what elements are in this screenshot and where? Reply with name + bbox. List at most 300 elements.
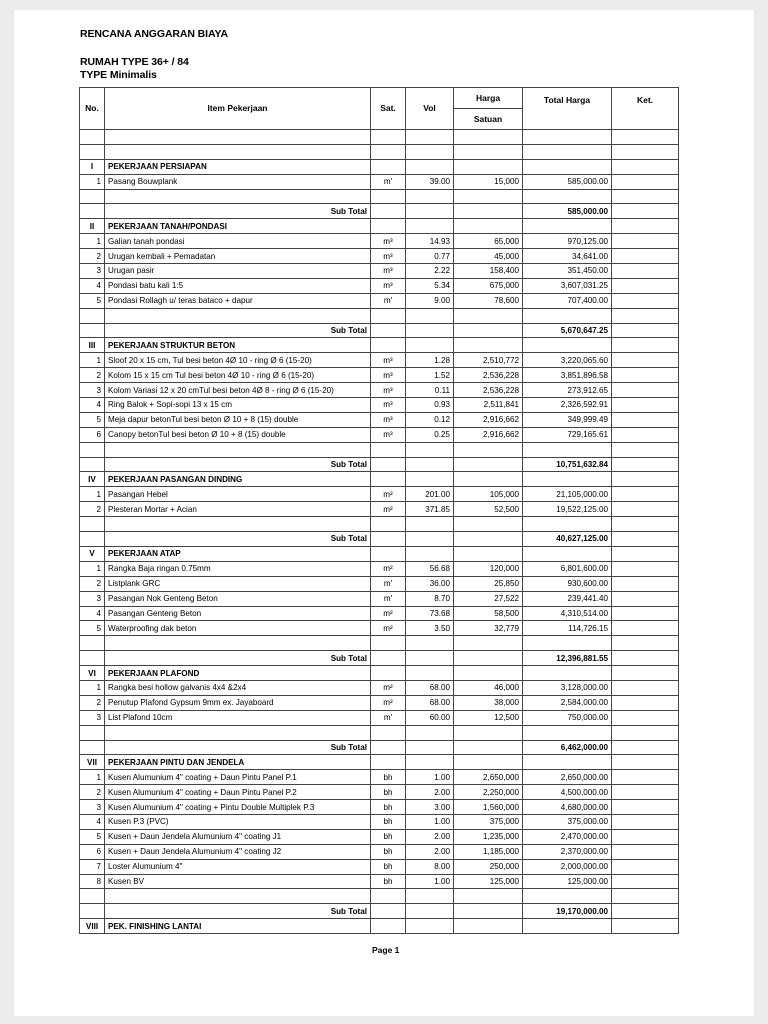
table-row: [80, 874, 679, 889]
item-volume: 8.70: [406, 591, 454, 606]
item-number: 3: [80, 800, 105, 815]
item-description: Meja dapur betonTul besi beton Ø 10 + 8 (15) double: [105, 412, 371, 427]
item-total-price: 930,600.00: [523, 576, 612, 591]
subtotal-value: 5,670,647.25: [523, 323, 612, 338]
item-unit-price: 125,000: [454, 874, 523, 889]
section-title: PEKERJAAN TANAH/PONDASI: [105, 219, 371, 234]
section-row: [80, 159, 679, 174]
item-volume: 0.12: [406, 412, 454, 427]
item-note: [612, 398, 679, 413]
item-volume: 371.85: [406, 502, 454, 517]
item-number: 2: [80, 368, 105, 383]
item-volume: 36.00: [406, 576, 454, 591]
empty-cell: [523, 666, 612, 681]
item-note: [612, 264, 679, 279]
item-volume: 60.00: [406, 710, 454, 725]
empty-cell: [80, 651, 105, 666]
empty-cell: [371, 219, 406, 234]
table-row: [80, 383, 679, 398]
section-number: V: [80, 546, 105, 561]
empty-cell: [612, 130, 679, 145]
item-total-price: 3,607,031.25: [523, 278, 612, 293]
empty-cell: [612, 442, 679, 457]
section-title: PEKERJAAN PASANGAN DINDING: [105, 472, 371, 487]
subtotal-label: Sub Total: [105, 904, 371, 919]
empty-cell: [371, 189, 406, 204]
item-description: Kusen Alumunium 4" coating + Pintu Double Multiplek P.3: [105, 800, 371, 815]
item-volume: 68.00: [406, 695, 454, 710]
item-unit: m²: [371, 680, 406, 695]
subtotal-row: [80, 740, 679, 755]
subtotal-label: Sub Total: [105, 740, 371, 755]
item-number: 1: [80, 561, 105, 576]
empty-cell: [454, 457, 523, 472]
empty-cell: [80, 740, 105, 755]
item-total-price: 729,165.61: [523, 427, 612, 442]
empty-cell: [371, 159, 406, 174]
blank-row: [80, 144, 679, 159]
table-row: [80, 398, 679, 413]
item-total-price: 273,912.65: [523, 383, 612, 398]
empty-cell: [612, 666, 679, 681]
empty-cell: [406, 517, 454, 532]
item-unit: m³: [371, 427, 406, 442]
item-note: [612, 249, 679, 264]
item-note: [612, 591, 679, 606]
item-volume: 3.00: [406, 800, 454, 815]
item-description: Kusen + Daun Jendela Alumunium 4" coating J2: [105, 844, 371, 859]
item-unit-price: 1,560,000: [454, 800, 523, 815]
item-number: 5: [80, 621, 105, 636]
empty-cell: [371, 919, 406, 934]
item-unit: bh: [371, 800, 406, 815]
item-note: [612, 427, 679, 442]
empty-cell: [523, 725, 612, 740]
empty-cell: [406, 889, 454, 904]
empty-cell: [454, 666, 523, 681]
subtotal-row: [80, 532, 679, 547]
empty-cell: [105, 725, 371, 740]
item-volume: 0.11: [406, 383, 454, 398]
section-row: [80, 919, 679, 934]
item-note: [612, 695, 679, 710]
empty-cell: [612, 204, 679, 219]
section-number: VIII: [80, 919, 105, 934]
item-unit-price: 675,000: [454, 278, 523, 293]
empty-cell: [612, 919, 679, 934]
empty-cell: [523, 130, 612, 145]
item-volume: 0.25: [406, 427, 454, 442]
header-vol: Vol: [406, 88, 454, 130]
item-note: [612, 859, 679, 874]
subtotal-label: Sub Total: [105, 323, 371, 338]
item-note: [612, 561, 679, 576]
item-total-price: 2,584,000.00: [523, 695, 612, 710]
item-volume: 73.68: [406, 606, 454, 621]
item-note: [612, 621, 679, 636]
section-row: [80, 472, 679, 487]
item-volume: 56.68: [406, 561, 454, 576]
item-unit: m²: [371, 621, 406, 636]
empty-cell: [454, 889, 523, 904]
item-unit: m': [371, 576, 406, 591]
item-unit-price: 375,000: [454, 814, 523, 829]
empty-cell: [454, 651, 523, 666]
empty-cell: [80, 636, 105, 651]
section-row: [80, 666, 679, 681]
item-total-price: 2,650,000.00: [523, 770, 612, 785]
item-unit-price: 15,000: [454, 174, 523, 189]
section-number: II: [80, 219, 105, 234]
item-volume: 1.52: [406, 368, 454, 383]
empty-cell: [80, 517, 105, 532]
subtotal-label: Sub Total: [105, 204, 371, 219]
item-unit-price: 2,536,228: [454, 383, 523, 398]
item-number: 4: [80, 814, 105, 829]
empty-cell: [80, 144, 105, 159]
item-volume: 39.00: [406, 174, 454, 189]
blank-row: [80, 725, 679, 740]
item-unit: m²: [371, 695, 406, 710]
subtotal-label: Sub Total: [105, 532, 371, 547]
empty-cell: [371, 636, 406, 651]
empty-cell: [523, 442, 612, 457]
item-number: 2: [80, 576, 105, 591]
item-unit-price: 27,522: [454, 591, 523, 606]
item-unit: m³: [371, 264, 406, 279]
empty-cell: [612, 740, 679, 755]
item-note: [612, 844, 679, 859]
item-description: Pondasi Rollagh u/ teras bataco + dapur: [105, 293, 371, 308]
budget-table: [79, 87, 679, 934]
empty-cell: [523, 636, 612, 651]
table-body: [80, 130, 679, 934]
item-unit-price: 25,850: [454, 576, 523, 591]
item-unit-price: 1,185,000: [454, 844, 523, 859]
item-description: Canopy betonTul besi beton Ø 10 + 8 (15) double: [105, 427, 371, 442]
item-volume: 1.00: [406, 874, 454, 889]
item-unit-price: 46,000: [454, 680, 523, 695]
item-unit: m³: [371, 398, 406, 413]
blank-row: [80, 636, 679, 651]
item-unit: m²: [371, 561, 406, 576]
empty-cell: [406, 323, 454, 338]
empty-cell: [523, 159, 612, 174]
item-note: [612, 785, 679, 800]
empty-cell: [454, 755, 523, 770]
item-unit-price: 32,779: [454, 621, 523, 636]
section-number: VII: [80, 755, 105, 770]
item-number: 1: [80, 234, 105, 249]
item-total-price: 3,851,896.58: [523, 368, 612, 383]
empty-cell: [406, 904, 454, 919]
item-total-price: 585,000.00: [523, 174, 612, 189]
empty-cell: [523, 919, 612, 934]
empty-cell: [105, 144, 371, 159]
item-number: 2: [80, 695, 105, 710]
empty-cell: [612, 517, 679, 532]
item-unit-price: 58,500: [454, 606, 523, 621]
empty-cell: [523, 308, 612, 323]
empty-cell: [105, 130, 371, 145]
item-unit: m³: [371, 249, 406, 264]
table-row: [80, 487, 679, 502]
document-subtitle-type: RUMAH TYPE 36+ / 84: [80, 56, 189, 68]
empty-cell: [612, 904, 679, 919]
item-unit-price: 120,000: [454, 561, 523, 576]
item-number: 7: [80, 859, 105, 874]
item-total-price: 750,000.00: [523, 710, 612, 725]
empty-cell: [80, 442, 105, 457]
item-note: [612, 174, 679, 189]
item-total-price: 2,326,592.91: [523, 398, 612, 413]
empty-cell: [454, 130, 523, 145]
empty-cell: [371, 666, 406, 681]
item-number: 8: [80, 874, 105, 889]
item-total-price: 4,310,514.00: [523, 606, 612, 621]
empty-cell: [406, 472, 454, 487]
table-row: [80, 412, 679, 427]
item-unit: m': [371, 710, 406, 725]
empty-cell: [454, 740, 523, 755]
empty-cell: [523, 517, 612, 532]
empty-cell: [371, 755, 406, 770]
item-note: [612, 383, 679, 398]
item-description: Waterproofing dak beton: [105, 621, 371, 636]
item-note: [612, 576, 679, 591]
item-note: [612, 874, 679, 889]
item-note: [612, 368, 679, 383]
empty-cell: [80, 904, 105, 919]
item-number: 5: [80, 412, 105, 427]
item-total-price: 2,000,000.00: [523, 859, 612, 874]
table-row: [80, 695, 679, 710]
empty-cell: [406, 204, 454, 219]
item-description: Kusen + Daun Jendela Alumunium 4" coating J1: [105, 829, 371, 844]
section-title: PEKERJAAN ATAP: [105, 546, 371, 561]
empty-cell: [371, 338, 406, 353]
item-total-price: 6,801,600.00: [523, 561, 612, 576]
empty-cell: [371, 204, 406, 219]
empty-cell: [406, 666, 454, 681]
empty-cell: [612, 189, 679, 204]
blank-row: [80, 442, 679, 457]
item-volume: 2.22: [406, 264, 454, 279]
section-row: [80, 338, 679, 353]
empty-cell: [406, 546, 454, 561]
item-volume: 68.00: [406, 680, 454, 695]
item-number: 6: [80, 427, 105, 442]
empty-cell: [406, 144, 454, 159]
item-volume: 2.00: [406, 785, 454, 800]
table-row: [80, 829, 679, 844]
item-description: Pasangan Hebel: [105, 487, 371, 502]
item-volume: 8.00: [406, 859, 454, 874]
empty-cell: [105, 636, 371, 651]
item-total-price: 970,125.00: [523, 234, 612, 249]
table-row: [80, 576, 679, 591]
blank-row: [80, 130, 679, 145]
empty-cell: [371, 532, 406, 547]
item-unit: bh: [371, 844, 406, 859]
table-row: [80, 844, 679, 859]
empty-cell: [371, 308, 406, 323]
empty-cell: [371, 740, 406, 755]
empty-cell: [523, 189, 612, 204]
empty-cell: [612, 308, 679, 323]
item-number: 1: [80, 353, 105, 368]
item-number: 4: [80, 398, 105, 413]
empty-cell: [406, 308, 454, 323]
empty-cell: [105, 517, 371, 532]
empty-cell: [80, 323, 105, 338]
empty-cell: [454, 204, 523, 219]
item-description: Urugan kembali + Pemadatan: [105, 249, 371, 264]
item-description: List Plafond 10cm: [105, 710, 371, 725]
table-row: [80, 368, 679, 383]
empty-cell: [105, 442, 371, 457]
item-total-price: 21,105,000.00: [523, 487, 612, 502]
section-number: III: [80, 338, 105, 353]
header-ket: Ket.: [612, 88, 679, 130]
empty-cell: [612, 755, 679, 770]
subtotal-value: 585,000.00: [523, 204, 612, 219]
item-total-price: 349,999.49: [523, 412, 612, 427]
empty-cell: [612, 636, 679, 651]
item-unit-price: 250,000: [454, 859, 523, 874]
empty-cell: [454, 636, 523, 651]
table-row: [80, 606, 679, 621]
table-row: [80, 353, 679, 368]
item-number: 2: [80, 785, 105, 800]
empty-cell: [523, 755, 612, 770]
item-unit-price: 12,500: [454, 710, 523, 725]
item-description: Plesteran Mortar + Acian: [105, 502, 371, 517]
section-row: [80, 546, 679, 561]
empty-cell: [80, 725, 105, 740]
empty-cell: [523, 219, 612, 234]
blank-row: [80, 889, 679, 904]
subtotal-row: [80, 651, 679, 666]
subtotal-label: Sub Total: [105, 651, 371, 666]
subtotal-row: [80, 457, 679, 472]
item-note: [612, 293, 679, 308]
subtotal-value: 6,462,000.00: [523, 740, 612, 755]
item-unit: m²: [371, 606, 406, 621]
item-unit: bh: [371, 874, 406, 889]
empty-cell: [406, 189, 454, 204]
item-number: 3: [80, 710, 105, 725]
item-unit-price: 158,400: [454, 264, 523, 279]
empty-cell: [454, 338, 523, 353]
item-unit: bh: [371, 859, 406, 874]
section-row: [80, 219, 679, 234]
empty-cell: [371, 517, 406, 532]
empty-cell: [80, 130, 105, 145]
empty-cell: [523, 144, 612, 159]
item-description: Kusen P.3 (PVC): [105, 814, 371, 829]
item-volume: 1.28: [406, 353, 454, 368]
item-total-price: 19,522,125.00: [523, 502, 612, 517]
empty-cell: [454, 159, 523, 174]
blank-row: [80, 517, 679, 532]
table-row: [80, 293, 679, 308]
item-total-price: 375,000.00: [523, 814, 612, 829]
document-title: RENCANA ANGGARAN BIAYA: [80, 28, 228, 40]
empty-cell: [612, 159, 679, 174]
item-total-price: 239,441.40: [523, 591, 612, 606]
empty-cell: [612, 889, 679, 904]
table-row: [80, 561, 679, 576]
header-no: No.: [80, 88, 105, 130]
empty-cell: [523, 546, 612, 561]
item-description: Pasang Bouwplank: [105, 174, 371, 189]
item-unit: m³: [371, 383, 406, 398]
empty-cell: [406, 442, 454, 457]
item-unit-price: 2,510,772: [454, 353, 523, 368]
empty-cell: [406, 755, 454, 770]
empty-cell: [105, 308, 371, 323]
item-unit: bh: [371, 770, 406, 785]
empty-cell: [371, 651, 406, 666]
empty-cell: [612, 144, 679, 159]
item-note: [612, 278, 679, 293]
empty-cell: [454, 725, 523, 740]
table-row: [80, 427, 679, 442]
empty-cell: [406, 457, 454, 472]
header-harga: Harga: [454, 88, 523, 109]
empty-cell: [454, 442, 523, 457]
item-volume: 14.93: [406, 234, 454, 249]
item-volume: 5.34: [406, 278, 454, 293]
table-row: [80, 278, 679, 293]
item-description: Kolom Variasi 12 x 20 cmTul besi beton 4Ø 8 - ring Ø 6 (15-20): [105, 383, 371, 398]
empty-cell: [523, 472, 612, 487]
header-sat: Sat.: [371, 88, 406, 130]
empty-cell: [612, 457, 679, 472]
item-description: Kusen BV: [105, 874, 371, 889]
empty-cell: [523, 889, 612, 904]
item-unit: m³: [371, 234, 406, 249]
item-number: 5: [80, 829, 105, 844]
blank-row: [80, 308, 679, 323]
section-title: PEKERJAAN PLAFOND: [105, 666, 371, 681]
item-unit-price: 105,000: [454, 487, 523, 502]
empty-cell: [406, 532, 454, 547]
item-volume: 3.50: [406, 621, 454, 636]
table-header: [80, 88, 679, 130]
section-number: IV: [80, 472, 105, 487]
item-total-price: 3,220,065.60: [523, 353, 612, 368]
item-volume: 1.00: [406, 814, 454, 829]
table-row: [80, 621, 679, 636]
item-unit: bh: [371, 814, 406, 829]
item-number: 1: [80, 770, 105, 785]
item-description: Urugan pasir: [105, 264, 371, 279]
empty-cell: [454, 189, 523, 204]
item-volume: 1.00: [406, 770, 454, 785]
empty-cell: [371, 725, 406, 740]
item-unit: bh: [371, 785, 406, 800]
item-unit: bh: [371, 829, 406, 844]
item-unit: m²: [371, 502, 406, 517]
empty-cell: [454, 308, 523, 323]
section-title: PEKERJAAN STRUKTUR BETON: [105, 338, 371, 353]
empty-cell: [80, 189, 105, 204]
item-total-price: 707,400.00: [523, 293, 612, 308]
item-unit: m³: [371, 353, 406, 368]
item-unit-price: 65,000: [454, 234, 523, 249]
